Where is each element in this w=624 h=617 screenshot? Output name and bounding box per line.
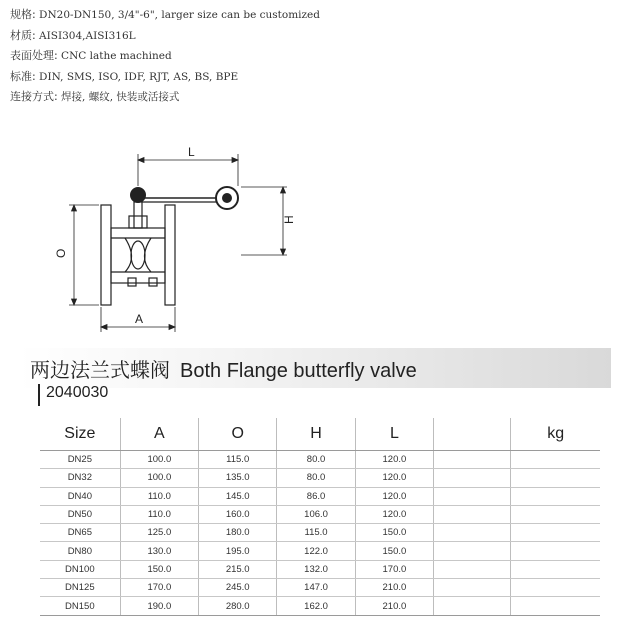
spec-material <box>10 26 610 47</box>
table-cell: DN32 <box>40 469 120 487</box>
table-cell: DN80 <box>40 542 120 560</box>
table-cell: 170.0 <box>120 579 198 597</box>
table-cell <box>511 451 600 469</box>
table-row <box>40 469 600 487</box>
table-cell: 125.0 <box>120 524 198 542</box>
dimension-table <box>40 418 600 616</box>
table-cell <box>434 560 511 578</box>
table-cell: 195.0 <box>199 542 277 560</box>
table-cell: 210.0 <box>355 579 433 597</box>
table-cell: 120.0 <box>355 451 433 469</box>
table-cell <box>434 451 511 469</box>
header-l: L <box>355 418 433 451</box>
table-cell <box>434 524 511 542</box>
table-row <box>40 524 600 542</box>
table-cell <box>511 469 600 487</box>
spec-size-value: DN20-DN150, 3/4"-6", larger size can be customized <box>35 9 320 21</box>
header-size: Size <box>40 418 120 451</box>
table-header-row <box>40 418 600 451</box>
table-cell: DN150 <box>40 597 120 615</box>
spec-surface-value: CNC lathe machined <box>57 50 172 62</box>
table-cell: DN25 <box>40 451 120 469</box>
spec-surface-label: 表面处理: <box>10 49 58 62</box>
header-h: H <box>277 418 355 451</box>
dim-l-label: L <box>188 145 195 159</box>
table-cell: 215.0 <box>199 560 277 578</box>
header-kg: kg <box>511 418 600 451</box>
table-cell: 80.0 <box>277 469 355 487</box>
table-cell <box>434 505 511 523</box>
product-title-en: Both Flange butterfly valve <box>180 360 417 382</box>
table-cell <box>434 579 511 597</box>
table-cell: DN100 <box>40 560 120 578</box>
table-cell <box>511 579 600 597</box>
table-row <box>40 579 600 597</box>
table-cell: 145.0 <box>199 487 277 505</box>
spec-material-value: AISI304,AISI316L <box>35 29 136 42</box>
table-cell: 180.0 <box>199 524 277 542</box>
table-cell <box>434 597 511 615</box>
valve-drawing <box>45 140 305 340</box>
table-cell: 120.0 <box>355 469 433 487</box>
table-row <box>40 487 600 505</box>
spec-material-label: 材质: <box>10 28 36 42</box>
table-cell: 210.0 <box>355 597 433 615</box>
right-flange <box>165 205 175 305</box>
header-o: O <box>199 418 277 451</box>
table-cell: 190.0 <box>120 597 198 615</box>
table-cell: 110.0 <box>120 505 198 523</box>
table-cell: 162.0 <box>277 597 355 615</box>
table-cell: DN65 <box>40 524 120 542</box>
table-cell: 280.0 <box>199 597 277 615</box>
dim-h-label: H <box>282 215 296 224</box>
table-cell: 132.0 <box>277 560 355 578</box>
table-cell: 147.0 <box>277 579 355 597</box>
table-cell: 120.0 <box>355 505 433 523</box>
table-cell: 135.0 <box>199 469 277 487</box>
table-row <box>40 505 600 523</box>
table-cell <box>511 560 600 578</box>
table-cell: 115.0 <box>199 451 277 469</box>
header-blank <box>434 418 511 451</box>
code-bar <box>38 384 40 406</box>
table-cell: 86.0 <box>277 487 355 505</box>
table-cell <box>511 542 600 560</box>
product-title <box>30 354 417 383</box>
table-cell <box>434 487 511 505</box>
table-cell: 130.0 <box>120 542 198 560</box>
spec-standard-label: 标准: <box>10 69 36 83</box>
table-cell <box>511 505 600 523</box>
spec-connection <box>10 87 610 108</box>
table-cell: 170.0 <box>355 560 433 578</box>
stem-knob <box>130 187 146 203</box>
table-cell: 100.0 <box>120 469 198 487</box>
dim-o-label: O <box>54 248 68 258</box>
spec-size-label: 规格: <box>10 8 36 21</box>
table-row <box>40 597 600 615</box>
table-cell: 80.0 <box>277 451 355 469</box>
table-cell: 245.0 <box>199 579 277 597</box>
spec-surface <box>10 46 610 67</box>
table-cell: 115.0 <box>277 524 355 542</box>
table-cell: DN125 <box>40 579 120 597</box>
table-body <box>40 451 600 616</box>
table-cell <box>434 469 511 487</box>
table-cell: 100.0 <box>120 451 198 469</box>
product-title-cn: 两边法兰式蝶阀 <box>30 358 170 382</box>
table-row <box>40 560 600 578</box>
table-row <box>40 451 600 469</box>
table-cell <box>511 597 600 615</box>
spec-standard-value: DIN, SMS, ISO, IDF, RJT, AS, BS, BPE <box>35 70 239 83</box>
table-cell: 120.0 <box>355 487 433 505</box>
table-cell <box>511 524 600 542</box>
valve-body <box>111 228 165 283</box>
table-cell: DN40 <box>40 487 120 505</box>
table-cell <box>511 487 600 505</box>
table-cell: 150.0 <box>355 524 433 542</box>
left-flange <box>101 205 111 305</box>
table-cell: 122.0 <box>277 542 355 560</box>
table-cell: 110.0 <box>120 487 198 505</box>
header-a: A <box>120 418 198 451</box>
table-cell: 106.0 <box>277 505 355 523</box>
spec-list <box>10 5 610 108</box>
table-cell: 150.0 <box>120 560 198 578</box>
table-cell <box>434 542 511 560</box>
product-code: 2040030 <box>46 384 109 401</box>
dim-a-label: A <box>135 312 144 326</box>
spec-connection-label: 连接方式: <box>10 90 58 103</box>
spec-size <box>10 5 610 26</box>
table-row <box>40 542 600 560</box>
table-cell: DN50 <box>40 505 120 523</box>
table-cell: 150.0 <box>355 542 433 560</box>
valve-stem <box>134 202 142 228</box>
spec-connection-value: 焊接, 螺纹, 快装或活接式 <box>57 91 180 103</box>
table-cell: 160.0 <box>199 505 277 523</box>
spec-standard <box>10 67 610 88</box>
